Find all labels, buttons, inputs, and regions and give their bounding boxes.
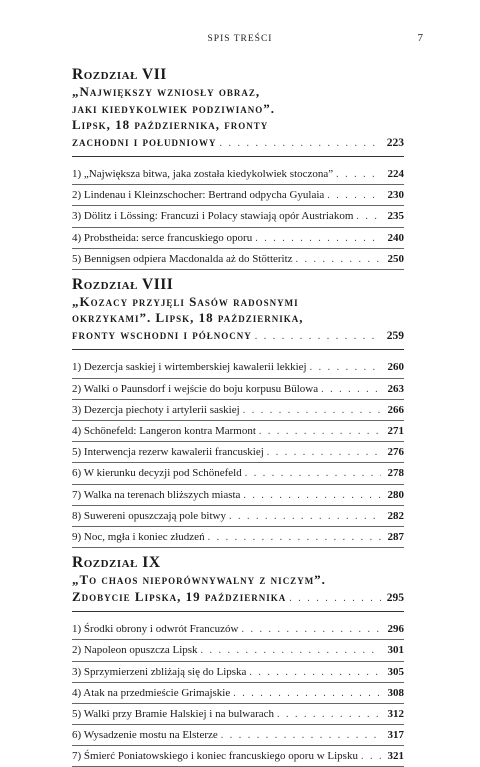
entry-title: 5) Walki przy Bramie Halskiej i na bulwarach (72, 707, 275, 720)
toc-entry[interactable] (72, 662, 404, 683)
entry-page-number: 224 (387, 168, 404, 180)
chapter-label: Rozdział VII (72, 66, 167, 83)
dot-leader (245, 468, 381, 479)
chapter-entries-vii (72, 164, 404, 270)
toc-entry[interactable] (72, 164, 404, 185)
toc-entry[interactable] (72, 206, 404, 227)
toc-entry[interactable] (72, 442, 404, 463)
entry-title: 5) Interwencja rezerw kawalerii francuskiej (72, 446, 264, 459)
dot-leader (296, 254, 381, 265)
chapter-title-line: „Największy wzniosły obraz, (72, 84, 261, 99)
entry-title: 2) Lindenau i Kleinzschocher: Bertrand odpycha Gyulaia (72, 189, 325, 202)
entry-page-number: 250 (387, 252, 404, 265)
entry-page-number: 305 (387, 665, 404, 678)
entry-page-number: 287 (387, 530, 404, 543)
entry-title: 2) Walki o Paunsdorf i wejście do boju korpusu Bülowa (72, 382, 319, 395)
toc-entry[interactable] (72, 485, 404, 506)
chapter-heading-vii (72, 66, 404, 157)
entry-title: 6) W kierunku decyzji pod Schönefeld (72, 467, 242, 480)
dot-leader (255, 331, 381, 342)
chapter-title-last-line (72, 589, 404, 606)
dot-leader (336, 169, 381, 180)
dot-leader (361, 751, 381, 762)
entry-page-number: 240 (387, 231, 404, 244)
toc-entry[interactable] (72, 619, 404, 640)
chapter-title-line: jaki kiedykolwiek podziwiano”. (72, 100, 275, 116)
table-of-contents (72, 66, 404, 767)
entry-page-number: 278 (387, 467, 404, 480)
toc-entry[interactable] (72, 640, 404, 661)
dot-leader (289, 593, 381, 604)
entry-title: 4) Probstheida: serce francuskiego oporu (72, 231, 253, 244)
entry-title: 3) Dezercja piechoty i artylerii saskiej (72, 403, 240, 416)
entry-title: 4) Schönefeld: Langeron kontra Marmont (72, 425, 256, 437)
toc-entry[interactable] (72, 463, 404, 484)
toc-entry[interactable] (72, 357, 404, 378)
entry-page-number: 263 (387, 382, 404, 395)
dot-leader (277, 709, 381, 720)
entry-page-number: 266 (387, 403, 404, 416)
chapter-heading-ix (72, 554, 404, 612)
entry-page-number: 301 (387, 644, 404, 657)
entry-title: 5) Bennigsen odpiera Macdonalda aż do Stötteritz (72, 252, 293, 265)
dot-leader (327, 190, 381, 201)
dot-leader (259, 426, 381, 437)
toc-entry[interactable] (72, 421, 404, 442)
toc-entry[interactable] (72, 527, 404, 548)
entry-title: 9) Noc, mgła i koniec złudzeń (72, 530, 205, 543)
chapter-entries-viii (72, 357, 404, 548)
entry-page-number: 260 (387, 361, 404, 374)
chapter-title-line: zachodni i południowy (72, 133, 217, 149)
dot-leader (267, 447, 381, 458)
chapter-title-line: „Kozacy przyjęli Sasów radosnymi (72, 293, 299, 309)
dot-leader (243, 490, 381, 501)
dot-leader (242, 624, 381, 635)
toc-entry[interactable] (72, 228, 404, 249)
entry-page-number: 280 (387, 488, 404, 501)
entry-page-number: 321 (387, 750, 404, 763)
toc-entry[interactable] (72, 400, 404, 421)
chapter-label: Rozdział VIII (72, 275, 174, 293)
chapter-page-number: 259 (386, 329, 404, 342)
dot-leader (221, 730, 381, 741)
chapter-title-last-line (72, 327, 404, 344)
dot-leader (208, 532, 381, 543)
toc-entry[interactable] (72, 185, 404, 206)
entry-page-number: 235 (387, 210, 404, 223)
chapter-label: Rozdział IX (72, 554, 161, 572)
dot-leader (201, 645, 381, 656)
chapter-title-line: Lipsk, 18 października, fronty (72, 117, 269, 132)
running-head: SPIS TREŚCI (207, 34, 273, 44)
page-number: 7 (417, 32, 423, 44)
entry-page-number: 308 (387, 686, 404, 699)
dot-leader (255, 233, 381, 244)
entry-page-number: 312 (387, 707, 404, 720)
entry-page-number: 271 (387, 425, 404, 437)
toc-entry[interactable] (72, 249, 404, 270)
dot-leader (220, 138, 381, 149)
entry-title: 7) Śmierć Poniatowskiego i koniec francuskiego oporu w Lipsku (72, 750, 358, 763)
chapter-page-number: 295 (386, 591, 404, 604)
dot-leader (310, 362, 381, 373)
dot-leader (243, 405, 381, 416)
entry-page-number: 317 (387, 729, 404, 742)
dot-leader (321, 384, 381, 395)
entry-title: 1) Dezercja saskiej i wirtemberskiej kawalerii lekkiej (72, 361, 307, 374)
dot-leader (233, 688, 381, 699)
entry-title: 3) Dölitz i Lössing: Francuzi i Polacy stawiają opór Austriakom (72, 210, 354, 223)
chapter-page-number: 223 (386, 136, 404, 149)
chapter-title-line: fronty wschodni i północny (72, 326, 252, 342)
dot-leader (229, 511, 381, 522)
chapter-heading-viii (72, 276, 404, 351)
chapter-title-last-line (72, 134, 404, 151)
entry-title: 1) „Największa bitwa, jaka została kiedykolwiek stoczona” (72, 168, 334, 180)
entry-title: 6) Wysadzenie mostu na Elsterze (72, 729, 218, 742)
toc-entry[interactable] (72, 379, 404, 400)
entry-page-number: 296 (387, 623, 404, 636)
dot-leader (356, 211, 381, 222)
entry-title: 1) Środki obrony i odwrót Francuzów (72, 623, 239, 636)
entry-title: 2) Napoleon opuszcza Lipsk (72, 644, 198, 657)
entry-title: 4) Atak na przedmieście Grimajskie (72, 686, 231, 699)
entry-page-number: 282 (387, 509, 404, 522)
entry-title: 7) Walka na terenach bliższych miasta (72, 488, 241, 501)
toc-entry[interactable] (72, 506, 404, 527)
chapter-title-line: Zdobycie Lipska, 19 października (72, 588, 287, 604)
toc-entry[interactable] (72, 704, 404, 725)
dot-leader (249, 667, 381, 678)
entry-page-number: 276 (387, 446, 404, 459)
chapter-entries-ix (72, 619, 404, 767)
chapter-title-line: „To chaos nieporównywalny z niczym”. (72, 572, 326, 588)
chapter-title-line: okrzykami”. Lipsk, 18 października, (72, 310, 304, 326)
entry-page-number: 230 (387, 189, 404, 202)
toc-entry[interactable] (72, 683, 404, 704)
entry-title: 8) Suwereni opuszczają pole bitwy (72, 509, 226, 522)
toc-entry[interactable] (72, 725, 404, 746)
toc-entry[interactable] (72, 746, 404, 767)
entry-title: 3) Sprzymierzeni zbliżają się do Lipska (72, 665, 247, 678)
